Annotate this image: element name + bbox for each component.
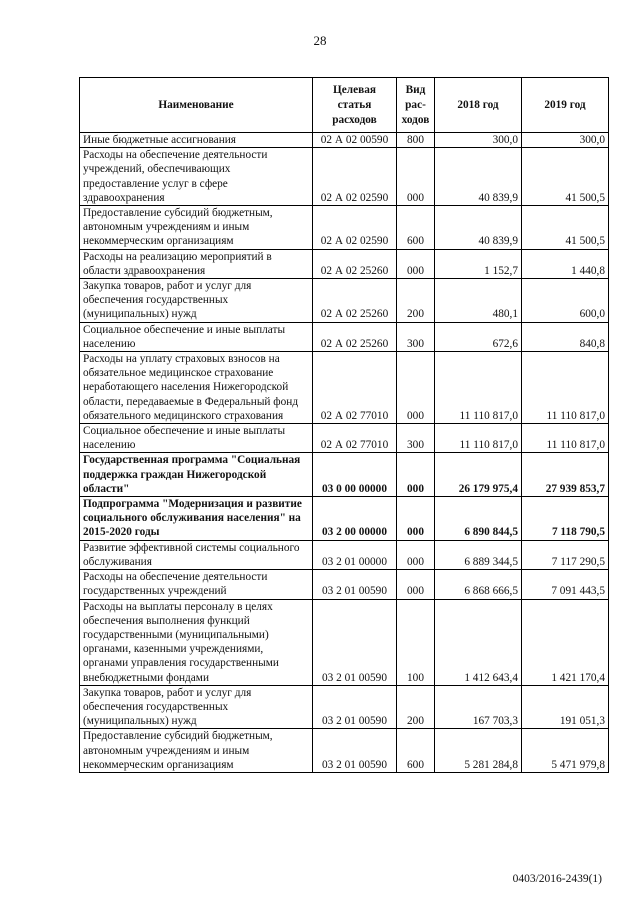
header-expense-type: Вид рас-ходов bbox=[397, 78, 435, 133]
row-value-2018: 40 839,9 bbox=[435, 148, 522, 206]
row-expense-type: 000 bbox=[397, 249, 435, 278]
row-name: Социальное обеспечение и иные выплаты населению bbox=[80, 322, 313, 351]
row-expense-type: 000 bbox=[397, 453, 435, 497]
row-value-2018: 11 110 817,0 bbox=[435, 352, 522, 424]
row-expense-type: 600 bbox=[397, 206, 435, 250]
row-expense-type: 200 bbox=[397, 685, 435, 729]
table-row bbox=[80, 599, 609, 685]
table-row bbox=[80, 148, 609, 206]
row-expense-type: 000 bbox=[397, 540, 435, 569]
row-value-2019: 11 110 817,0 bbox=[522, 352, 609, 424]
row-value-2019: 7 117 290,5 bbox=[522, 540, 609, 569]
table-row bbox=[80, 249, 609, 278]
row-target-code: 02 А 02 25260 bbox=[313, 249, 397, 278]
row-target-code: 02 А 02 02590 bbox=[313, 148, 397, 206]
row-expense-type: 100 bbox=[397, 599, 435, 685]
table-header-row bbox=[80, 78, 609, 133]
row-target-code: 03 2 01 00590 bbox=[313, 599, 397, 685]
row-expense-type: 000 bbox=[397, 497, 435, 541]
row-value-2019: 11 110 817,0 bbox=[522, 424, 609, 453]
table-row bbox=[80, 133, 609, 148]
table-row bbox=[80, 497, 609, 541]
row-expense-type: 000 bbox=[397, 570, 435, 599]
row-value-2018: 672,6 bbox=[435, 322, 522, 351]
document-number: 0403/2016-2439(1) bbox=[512, 873, 602, 885]
row-value-2019: 5 471 979,8 bbox=[522, 729, 609, 773]
budget-table bbox=[79, 77, 609, 773]
page-number: 28 bbox=[313, 33, 327, 48]
table-row bbox=[80, 279, 609, 323]
table-row bbox=[80, 424, 609, 453]
row-target-code: 03 2 01 00590 bbox=[313, 729, 397, 773]
row-name: Развитие эффективной системы социального обслуживания bbox=[80, 540, 313, 569]
row-name: Иные бюджетные ассигнования bbox=[80, 133, 313, 148]
row-value-2018: 480,1 bbox=[435, 279, 522, 323]
row-value-2018: 6 890 844,5 bbox=[435, 497, 522, 541]
row-target-code: 02 А 02 00590 bbox=[313, 133, 397, 148]
row-expense-type: 200 bbox=[397, 279, 435, 323]
row-name: Расходы на обеспечение деятельности учреждений, обеспечивающих предоставление услуг в сфере здравоохранения bbox=[80, 148, 313, 206]
row-value-2019: 1 440,8 bbox=[522, 249, 609, 278]
row-value-2018: 5 281 284,8 bbox=[435, 729, 522, 773]
header-2018: 2018 год bbox=[435, 78, 522, 133]
row-value-2019: 191 051,3 bbox=[522, 685, 609, 729]
row-name: Расходы на реализацию мероприятий в области здравоохранения bbox=[80, 249, 313, 278]
table-row bbox=[80, 570, 609, 599]
header-name: Наименование bbox=[80, 78, 313, 133]
row-value-2018: 1 412 643,4 bbox=[435, 599, 522, 685]
row-expense-type: 000 bbox=[397, 148, 435, 206]
table-row bbox=[80, 352, 609, 424]
row-name: Расходы на выплаты персоналу в целях обеспечения выполнения функций государственными (муниципальными) органами, казенными учреждениями, органами управления государственными внебюджетными фондами bbox=[80, 599, 313, 685]
table-row bbox=[80, 206, 609, 250]
row-expense-type: 300 bbox=[397, 322, 435, 351]
row-target-code: 02 А 02 25260 bbox=[313, 279, 397, 323]
row-target-code: 02 А 02 77010 bbox=[313, 352, 397, 424]
row-target-code: 03 2 00 00000 bbox=[313, 497, 397, 541]
row-value-2019: 600,0 bbox=[522, 279, 609, 323]
row-value-2019: 41 500,5 bbox=[522, 148, 609, 206]
row-name: Предоставление субсидий бюджетным, автономным учреждениям и иным некоммерческим организациям bbox=[80, 729, 313, 773]
row-name: Закупка товаров, работ и услуг для обеспечения государственных (муниципальных) нужд bbox=[80, 685, 313, 729]
row-value-2019: 840,8 bbox=[522, 322, 609, 351]
row-expense-type: 300 bbox=[397, 424, 435, 453]
row-value-2018: 6 868 666,5 bbox=[435, 570, 522, 599]
row-expense-type: 000 bbox=[397, 352, 435, 424]
row-name: Социальное обеспечение и иные выплаты населению bbox=[80, 424, 313, 453]
table-row bbox=[80, 322, 609, 351]
row-expense-type: 600 bbox=[397, 729, 435, 773]
row-target-code: 02 А 02 02590 bbox=[313, 206, 397, 250]
row-value-2019: 41 500,5 bbox=[522, 206, 609, 250]
row-value-2019: 300,0 bbox=[522, 133, 609, 148]
row-value-2018: 167 703,3 bbox=[435, 685, 522, 729]
row-value-2019: 7 091 443,5 bbox=[522, 570, 609, 599]
table-row bbox=[80, 685, 609, 729]
row-value-2018: 6 889 344,5 bbox=[435, 540, 522, 569]
row-expense-type: 800 bbox=[397, 133, 435, 148]
row-value-2018: 11 110 817,0 bbox=[435, 424, 522, 453]
header-2019: 2019 год bbox=[522, 78, 609, 133]
row-name: Расходы на уплату страховых взносов на обязательное медицинское страхование неработающего населения Нижегородской области, передаваемые в Федеральный фонд обязательного медицинского страхования bbox=[80, 352, 313, 424]
row-name: Закупка товаров, работ и услуг для обеспечения государственных (муниципальных) нужд bbox=[80, 279, 313, 323]
row-value-2018: 40 839,9 bbox=[435, 206, 522, 250]
table-body bbox=[80, 133, 609, 773]
row-name: Подпрограмма "Модернизация и развитие социального обслуживания населения" на 2015-2020 годы bbox=[80, 497, 313, 541]
row-target-code: 03 2 01 00590 bbox=[313, 570, 397, 599]
row-target-code: 02 А 02 25260 bbox=[313, 322, 397, 351]
row-name: Предоставление субсидий бюджетным, автономным учреждениям и иным некоммерческим организациям bbox=[80, 206, 313, 250]
row-name: Государственная программа "Социальная поддержка граждан Нижегородской области" bbox=[80, 453, 313, 497]
row-value-2018: 26 179 975,4 bbox=[435, 453, 522, 497]
row-value-2018: 1 152,7 bbox=[435, 249, 522, 278]
row-value-2019: 27 939 853,7 bbox=[522, 453, 609, 497]
row-target-code: 03 0 00 00000 bbox=[313, 453, 397, 497]
table-row bbox=[80, 729, 609, 773]
row-value-2019: 7 118 790,5 bbox=[522, 497, 609, 541]
table-row bbox=[80, 540, 609, 569]
header-target-article: Целевая статья расходов bbox=[313, 78, 397, 133]
table-row bbox=[80, 453, 609, 497]
row-value-2018: 300,0 bbox=[435, 133, 522, 148]
row-target-code: 03 2 01 00590 bbox=[313, 685, 397, 729]
row-name: Расходы на обеспечение деятельности государственных учреждений bbox=[80, 570, 313, 599]
row-target-code: 02 А 02 77010 bbox=[313, 424, 397, 453]
row-target-code: 03 2 01 00000 bbox=[313, 540, 397, 569]
row-value-2019: 1 421 170,4 bbox=[522, 599, 609, 685]
